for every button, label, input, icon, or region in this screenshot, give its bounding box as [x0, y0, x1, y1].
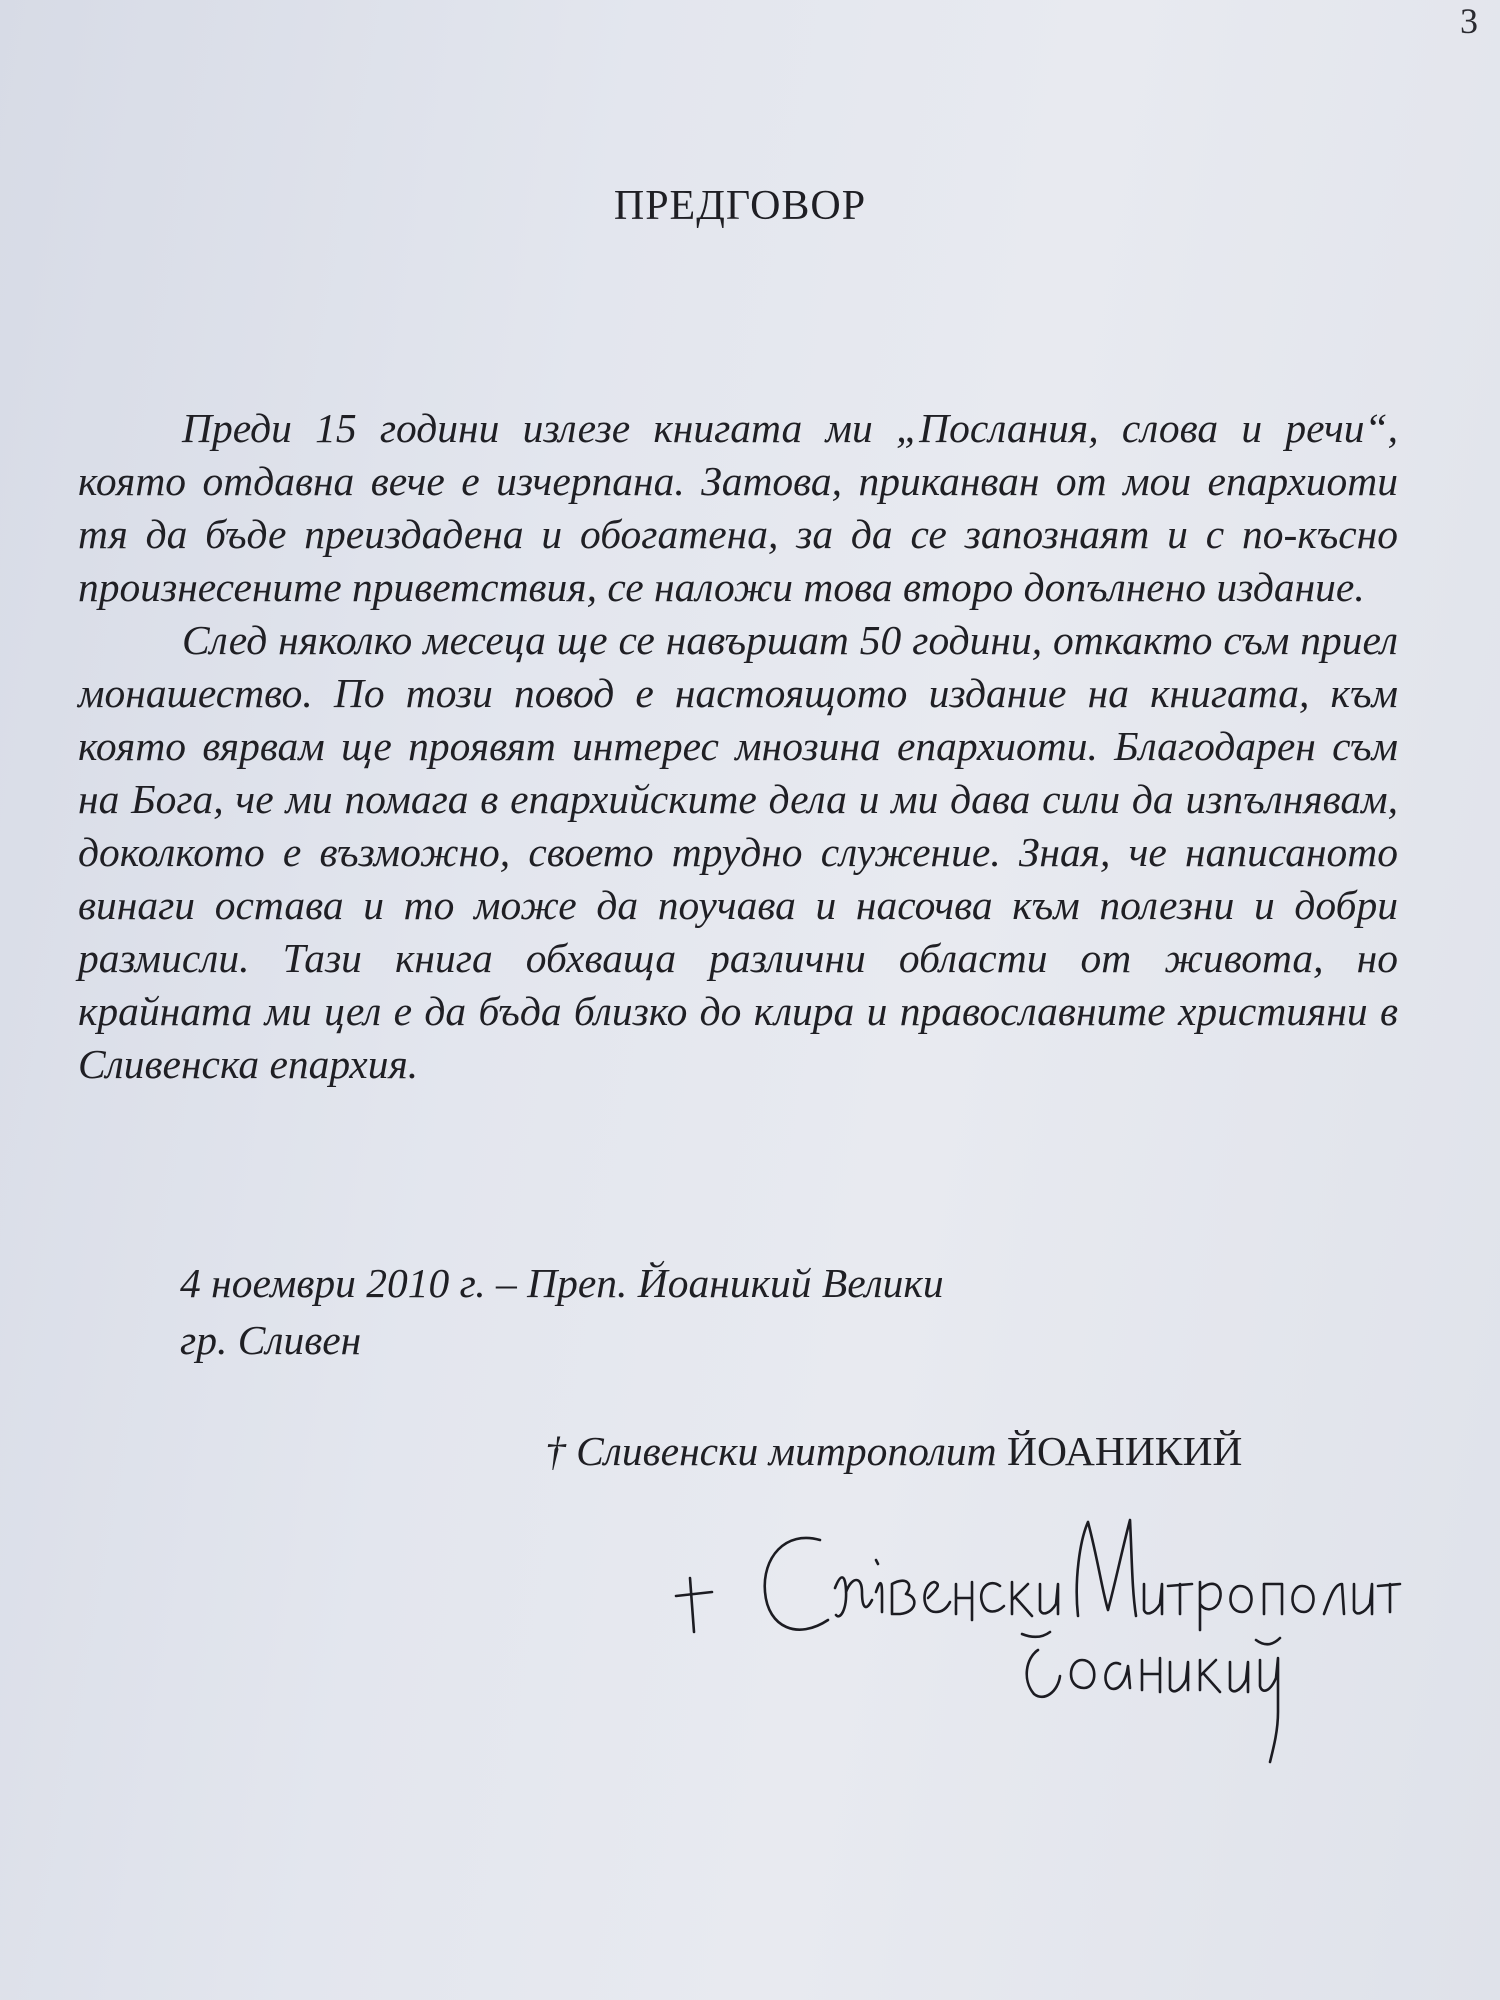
paragraph-1: Преди 15 години излезе книгата ми „Послания, слова и речи“, която отдавна вече е изчерпана. Затова, приканван от мои епархиоти тя да бъде преиздадена и обогатена, за да се запознаят и с по-късно произнесените приветствия, се наложи това второ допълнено издание.	[78, 405, 1398, 610]
signature-prefix: † Сливенски митрополит	[545, 1428, 1007, 1474]
dateline	[180, 1255, 944, 1369]
paragraph-2: След няколко месеца ще се навършат 50 години, откакто съм приел монашество. По този повод е настоящото издание на книгата, към която вярвам ще проявят интерес мнозина епархиоти. Благодарен съм на Бога, че ми помага в епархийските дела и ми дава сили да изпълнявам, доколкото е възможно, своето трудно служение. Зная, че написаното винаги остава и то може да поучава и насочва към полезни и добри размисли. Тази книга обхваща различни области от живота, но крайната ми цел е да бъда близко до клира и православните християни в Сливенска епархия.	[78, 617, 1398, 1087]
dateline-date: 4 ноември 2010 г. – Преп. Йоаникий Велики	[180, 1260, 944, 1306]
signature-name: ЙОАНИКИЙ	[1007, 1428, 1243, 1474]
signature-typed	[545, 1427, 1242, 1475]
dateline-place: гр. Сливен	[180, 1317, 362, 1363]
page-number: 3	[1460, 1, 1478, 41]
handwritten-signature	[670, 1480, 1410, 1770]
page-title: ПРЕДГОВОР	[613, 183, 867, 229]
preface-body	[78, 402, 1398, 1091]
